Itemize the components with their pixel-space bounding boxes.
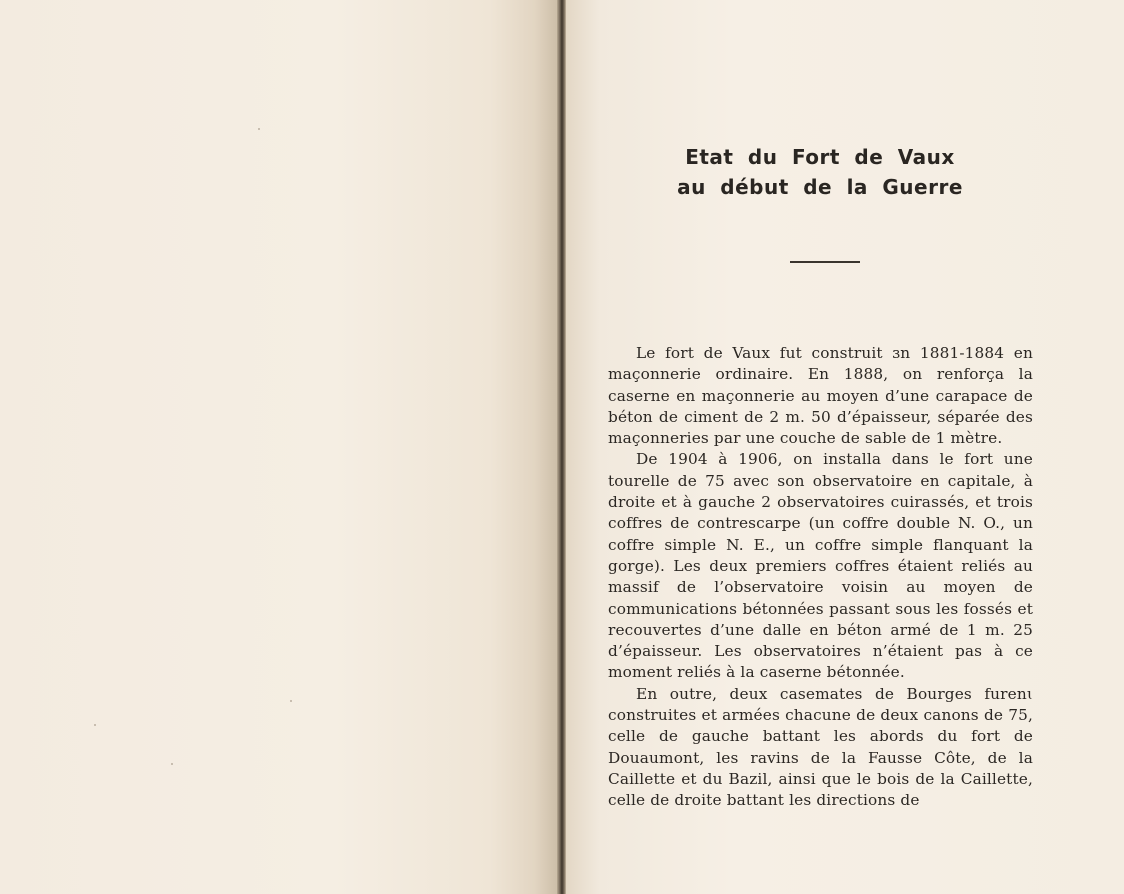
title-divider-rule: [790, 261, 860, 263]
left-page-blank: [0, 0, 557, 894]
chapter-title: [608, 142, 1032, 202]
chapter-title-line-1: Etat du Fort de Vaux: [685, 145, 955, 169]
body-text: [608, 343, 1033, 812]
paper-speck: [171, 763, 173, 765]
book-gutter: [557, 0, 566, 894]
paper-speck: [258, 128, 260, 130]
paper-speck: [94, 724, 96, 726]
chapter-title-line-2: au début de la Guerre: [677, 175, 963, 199]
paper-speck: [290, 700, 292, 702]
paragraph: En outre, deux casemates de Bourges furenɩ construites et armées chacune de deux canons de 75, celle de gauche battant les abords du fort de Douaumont, les ravins de la Fausse Côte, de la Caillette et du Bazil, ainsi que le bois de la Caillette, celle de droite battant les directions de: [608, 684, 1033, 810]
paragraph: Le fort de Vaux fut construit ɜn 1881-1884 en maçonnerie ordinaire. En 1888, on renforça la caserne en maçonnerie au moyen d’une carapace de béton de ciment de 2 m. 50 d’épaisseur, séparée des maçonneries par une couche de sable de 1 mètre.: [608, 344, 1033, 448]
paragraph: De 1904 à 1906, on installa dans le fort une tourelle de 75 avec son observatoire en capitale, à droite et à gauche 2 observatoires cuirassés, et trois coffres de contrescarpe (un coffre double N. O., un coffre simple N. E., un coffre simple flanquant la gorge). Les deux premiers coffres étaient reliés au massif de l’observatoire voisin au moyen de communications bétonnées passant sous les fossés et recouvertes d’une dalle en béton armé de 1 m. 25 d’épaisseur. Les observatoires n’étaient pas à ce moment reliés à la caserne bétonnée.: [608, 450, 1033, 682]
